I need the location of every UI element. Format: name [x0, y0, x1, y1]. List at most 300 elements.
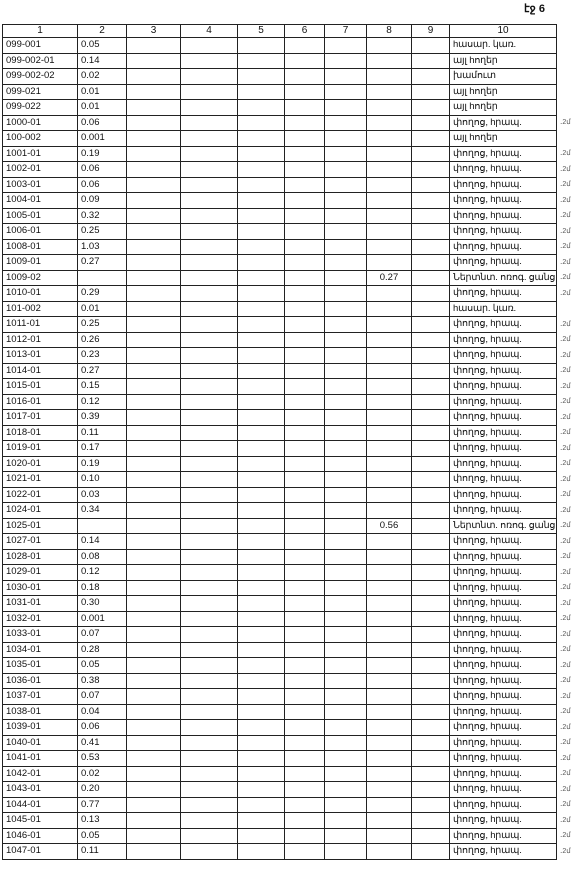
empty-cell: [181, 146, 238, 162]
table-row: [3, 348, 557, 364]
empty-cell: [127, 53, 181, 69]
empty-cell: [181, 53, 238, 69]
parcel-code-cell: 1039-01: [3, 720, 78, 736]
land-register-table: [2, 24, 557, 860]
area-cell: 0.001: [78, 611, 127, 627]
irrigation-area-cell: [367, 379, 412, 395]
empty-cell: [325, 627, 367, 643]
margin-mark: ․2մ: [560, 661, 571, 669]
land-type-cell: փողոց, hրապ.: [450, 797, 557, 813]
irrigation-area-cell: [367, 797, 412, 813]
empty-cell: [285, 255, 325, 271]
empty-cell: [127, 782, 181, 798]
table-row: [3, 565, 557, 581]
area-cell: 0.38: [78, 673, 127, 689]
irrigation-area-cell: [367, 751, 412, 767]
empty-cell: [181, 565, 238, 581]
table-row: [3, 735, 557, 751]
empty-cell: [238, 472, 285, 488]
irrigation-area-cell: [367, 766, 412, 782]
irrigation-area-cell: [367, 394, 412, 410]
irrigation-area-cell: [367, 549, 412, 565]
empty-cell: [325, 363, 367, 379]
empty-cell: [285, 472, 325, 488]
empty-cell: [325, 797, 367, 813]
empty-cell: [325, 53, 367, 69]
land-type-cell: փողոց, hրապ.: [450, 658, 557, 674]
area-cell: 0.13: [78, 813, 127, 829]
area-cell: 0.41: [78, 735, 127, 751]
table-row: [3, 131, 557, 147]
table-row: [3, 363, 557, 379]
empty-cell: [285, 239, 325, 255]
empty-cell: [127, 255, 181, 271]
land-type-cell: փողոց, hրապ.: [450, 611, 557, 627]
empty-cell: [412, 441, 450, 457]
table-row: [3, 813, 557, 829]
area-cell: 0.03: [78, 487, 127, 503]
parcel-code-cell: 099-021: [3, 84, 78, 100]
empty-cell: [127, 766, 181, 782]
empty-cell: [238, 69, 285, 85]
parcel-code-cell: 1015-01: [3, 379, 78, 395]
empty-cell: [412, 549, 450, 565]
empty-cell: [412, 766, 450, 782]
empty-cell: [127, 658, 181, 674]
empty-cell: [412, 115, 450, 131]
empty-cell: [127, 534, 181, 550]
table-row: [3, 317, 557, 333]
parcel-code-cell: 099-001: [3, 38, 78, 54]
empty-cell: [181, 828, 238, 844]
empty-cell: [238, 689, 285, 705]
empty-cell: [325, 38, 367, 54]
empty-cell: [181, 549, 238, 565]
margin-mark: ․2մ: [560, 739, 571, 746]
empty-cell: [238, 704, 285, 720]
margin-mark: ․2մ: [560, 770, 571, 777]
empty-cell: [325, 84, 367, 100]
page-number: էջ 6: [524, 3, 545, 15]
irrigation-area-cell: [367, 301, 412, 317]
margin-mark: ․2մ: [560, 630, 571, 638]
area-cell: 0.08: [78, 549, 127, 565]
empty-cell: [181, 534, 238, 550]
empty-cell: [285, 100, 325, 116]
table-row: [3, 720, 557, 736]
empty-cell: [412, 270, 450, 286]
margin-mark: ․2մ: [560, 413, 571, 421]
empty-cell: [325, 286, 367, 302]
parcel-code-cell: 1043-01: [3, 782, 78, 798]
table-row: [3, 69, 557, 85]
empty-cell: [127, 69, 181, 85]
table-row: [3, 472, 557, 488]
empty-cell: [412, 224, 450, 240]
land-type-cell: փողոց, hրապ.: [450, 828, 557, 844]
land-type-cell: փողոց, hրապ.: [450, 689, 557, 705]
parcel-code-cell: 1024-01: [3, 503, 78, 519]
empty-cell: [285, 394, 325, 410]
area-cell: 0.25: [78, 224, 127, 240]
area-cell: 0.12: [78, 394, 127, 410]
empty-cell: [412, 317, 450, 333]
empty-cell: [412, 534, 450, 550]
table-row: [3, 115, 557, 131]
irrigation-area-cell: 0.27: [367, 270, 412, 286]
area-cell: 0.09: [78, 193, 127, 209]
land-type-cell: փողոց, hրապ.: [450, 224, 557, 240]
empty-cell: [238, 301, 285, 317]
empty-cell: [181, 379, 238, 395]
empty-cell: [412, 565, 450, 581]
irrigation-area-cell: [367, 828, 412, 844]
table-row: [3, 38, 557, 54]
empty-cell: [285, 766, 325, 782]
empty-cell: [325, 751, 367, 767]
empty-cell: [127, 131, 181, 147]
table-row: [3, 534, 557, 550]
empty-cell: [412, 456, 450, 472]
empty-cell: [285, 844, 325, 860]
land-type-cell: այլ hողեր: [450, 53, 557, 69]
area-cell: 0.53: [78, 751, 127, 767]
land-type-cell: փողոց, hրապ.: [450, 286, 557, 302]
empty-cell: [127, 332, 181, 348]
irrigation-area-cell: [367, 100, 412, 116]
empty-cell: [412, 69, 450, 85]
empty-cell: [238, 379, 285, 395]
land-type-cell: փողոց, hրապ.: [450, 534, 557, 550]
empty-cell: [285, 38, 325, 54]
empty-cell: [412, 658, 450, 674]
empty-cell: [412, 611, 450, 627]
empty-cell: [127, 270, 181, 286]
empty-cell: [181, 720, 238, 736]
land-type-cell: փողոց, hրապ.: [450, 627, 557, 643]
empty-cell: [127, 317, 181, 333]
empty-cell: [412, 301, 450, 317]
empty-cell: [238, 596, 285, 612]
land-type-cell: փողոց, hրապ.: [450, 844, 557, 860]
area-cell: [78, 518, 127, 534]
empty-cell: [285, 177, 325, 193]
irrigation-area-cell: [367, 596, 412, 612]
parcel-code-cell: 1009-02: [3, 270, 78, 286]
margin-mark: ․2մ: [560, 708, 571, 715]
margin-mark: ․2մ: [560, 692, 571, 700]
empty-cell: [325, 379, 367, 395]
margin-mark: ․2մ: [560, 475, 571, 483]
table-row: [3, 270, 557, 286]
parcel-code-cell: 1018-01: [3, 425, 78, 441]
table-row: [3, 177, 557, 193]
empty-cell: [238, 38, 285, 54]
empty-cell: [238, 813, 285, 829]
area-cell: 0.18: [78, 580, 127, 596]
table-row: [3, 394, 557, 410]
empty-cell: [127, 828, 181, 844]
irrigation-area-cell: [367, 38, 412, 54]
table-row: [3, 146, 557, 162]
table-row: [3, 782, 557, 798]
empty-cell: [127, 844, 181, 860]
empty-cell: [238, 146, 285, 162]
margin-mark: ․2մ: [560, 382, 571, 390]
empty-cell: [412, 844, 450, 860]
land-type-cell: Ներտնտ. ոռոգ. ցանց: [450, 270, 557, 286]
empty-cell: [285, 735, 325, 751]
empty-cell: [412, 720, 450, 736]
empty-cell: [238, 162, 285, 178]
irrigation-area-cell: [367, 425, 412, 441]
table-body: [3, 38, 557, 860]
irrigation-area-cell: [367, 410, 412, 426]
land-type-cell: փողոց, hրապ.: [450, 503, 557, 519]
empty-cell: [325, 425, 367, 441]
empty-cell: [238, 580, 285, 596]
empty-cell: [181, 611, 238, 627]
empty-cell: [325, 487, 367, 503]
empty-cell: [325, 828, 367, 844]
empty-cell: [325, 596, 367, 612]
parcel-code-cell: 1042-01: [3, 766, 78, 782]
empty-cell: [238, 766, 285, 782]
empty-cell: [127, 162, 181, 178]
empty-cell: [325, 317, 367, 333]
empty-cell: [127, 627, 181, 643]
empty-cell: [412, 348, 450, 364]
margin-mark: ․2մ: [560, 227, 571, 235]
irrigation-area-cell: [367, 162, 412, 178]
empty-cell: [238, 363, 285, 379]
parcel-code-cell: 1006-01: [3, 224, 78, 240]
empty-cell: [325, 348, 367, 364]
margin-mark: ․2մ: [560, 165, 571, 173]
empty-cell: [238, 100, 285, 116]
irrigation-area-cell: [367, 131, 412, 147]
land-type-cell: փողոց, hրապ.: [450, 751, 557, 767]
empty-cell: [238, 348, 285, 364]
empty-cell: [238, 456, 285, 472]
empty-cell: [412, 286, 450, 302]
land-type-cell: փողոց, hրապ.: [450, 425, 557, 441]
area-cell: 0.07: [78, 627, 127, 643]
empty-cell: [412, 131, 450, 147]
empty-cell: [127, 580, 181, 596]
empty-cell: [285, 332, 325, 348]
irrigation-area-cell: [367, 53, 412, 69]
irrigation-area-cell: [367, 286, 412, 302]
area-cell: 0.17: [78, 441, 127, 457]
area-cell: 0.19: [78, 146, 127, 162]
irrigation-area-cell: [367, 208, 412, 224]
irrigation-area-cell: [367, 534, 412, 550]
parcel-code-cell: 101-002: [3, 301, 78, 317]
empty-cell: [285, 549, 325, 565]
irrigation-area-cell: [367, 487, 412, 503]
parcel-code-cell: 1017-01: [3, 410, 78, 426]
empty-cell: [127, 549, 181, 565]
empty-cell: [285, 69, 325, 85]
empty-cell: [238, 534, 285, 550]
empty-cell: [181, 580, 238, 596]
area-cell: 0.14: [78, 53, 127, 69]
table-row: [3, 100, 557, 116]
empty-cell: [238, 549, 285, 565]
parcel-code-cell: 1033-01: [3, 627, 78, 643]
empty-cell: [127, 797, 181, 813]
area-cell: 0.02: [78, 69, 127, 85]
empty-cell: [181, 115, 238, 131]
empty-cell: [325, 239, 367, 255]
empty-cell: [238, 751, 285, 767]
irrigation-area-cell: [367, 332, 412, 348]
land-type-cell: փողոց, hրապ.: [450, 177, 557, 193]
land-type-cell: փողոց, hրապ.: [450, 410, 557, 426]
table-row: [3, 332, 557, 348]
irrigation-area-cell: [367, 115, 412, 131]
irrigation-area-cell: [367, 472, 412, 488]
empty-cell: [412, 146, 450, 162]
empty-cell: [412, 53, 450, 69]
irrigation-area-cell: [367, 720, 412, 736]
empty-cell: [181, 518, 238, 534]
empty-cell: [285, 642, 325, 658]
irrigation-area-cell: [367, 317, 412, 333]
empty-cell: [412, 580, 450, 596]
empty-cell: [325, 534, 367, 550]
empty-cell: [181, 84, 238, 100]
empty-cell: [412, 828, 450, 844]
empty-cell: [181, 673, 238, 689]
parcel-code-cell: 099-002-01: [3, 53, 78, 69]
land-type-cell: փողոց, hրապ.: [450, 580, 557, 596]
empty-cell: [285, 348, 325, 364]
empty-cell: [325, 658, 367, 674]
margin-mark: ․2մ: [560, 336, 571, 343]
area-cell: 0.14: [78, 534, 127, 550]
table-row: [3, 286, 557, 302]
table-row: [3, 162, 557, 178]
parcel-code-cell: 1044-01: [3, 797, 78, 813]
land-type-cell: փողոց, hրապ.: [450, 472, 557, 488]
irrigation-area-cell: [367, 441, 412, 457]
empty-cell: [285, 673, 325, 689]
empty-cell: [412, 813, 450, 829]
empty-cell: [238, 239, 285, 255]
parcel-code-cell: 1027-01: [3, 534, 78, 550]
margin-mark: ․2մ: [560, 150, 571, 157]
empty-cell: [412, 425, 450, 441]
land-type-cell: այլ hողեր: [450, 100, 557, 116]
table-row: [3, 301, 557, 317]
table-row: [3, 518, 557, 534]
empty-cell: [238, 84, 285, 100]
margin-mark: ․2մ: [560, 568, 571, 576]
empty-cell: [181, 131, 238, 147]
land-type-cell: խամուտ: [450, 69, 557, 85]
area-cell: 0.12: [78, 565, 127, 581]
land-type-cell: փողոց, hրապ.: [450, 239, 557, 255]
empty-cell: [325, 332, 367, 348]
empty-cell: [127, 301, 181, 317]
area-cell: 0.01: [78, 84, 127, 100]
empty-cell: [238, 503, 285, 519]
empty-cell: [181, 627, 238, 643]
empty-cell: [412, 410, 450, 426]
irrigation-area-cell: [367, 177, 412, 193]
margin-mark: ․2մ: [560, 677, 571, 684]
empty-cell: [181, 642, 238, 658]
empty-cell: [325, 208, 367, 224]
empty-cell: [181, 503, 238, 519]
empty-cell: [285, 596, 325, 612]
empty-cell: [412, 673, 450, 689]
margin-mark: ․2մ: [560, 754, 571, 762]
empty-cell: [325, 611, 367, 627]
empty-cell: [285, 813, 325, 829]
empty-cell: [181, 270, 238, 286]
table-row: [3, 658, 557, 674]
area-cell: 0.27: [78, 363, 127, 379]
empty-cell: [285, 689, 325, 705]
empty-cell: [325, 131, 367, 147]
empty-cell: [127, 410, 181, 426]
empty-cell: [127, 115, 181, 131]
empty-cell: [127, 425, 181, 441]
column-header-8: 8: [367, 25, 412, 38]
table-row: [3, 627, 557, 643]
land-type-cell: փողոց, hրապ.: [450, 704, 557, 720]
margin-mark: ․2մ: [560, 816, 571, 824]
empty-cell: [285, 286, 325, 302]
empty-cell: [127, 596, 181, 612]
empty-cell: [127, 208, 181, 224]
area-cell: 0.01: [78, 301, 127, 317]
empty-cell: [127, 472, 181, 488]
area-cell: 0.28: [78, 642, 127, 658]
empty-cell: [238, 131, 285, 147]
empty-cell: [412, 332, 450, 348]
empty-cell: [127, 394, 181, 410]
margin-mark: ․2մ: [560, 181, 571, 188]
parcel-code-cell: 100-002: [3, 131, 78, 147]
margin-mark: ․2մ: [560, 258, 571, 266]
empty-cell: [285, 301, 325, 317]
empty-cell: [181, 38, 238, 54]
margin-mark: ․2մ: [560, 537, 571, 545]
empty-cell: [238, 53, 285, 69]
land-type-cell: փողոց, hրապ.: [450, 782, 557, 798]
empty-cell: [127, 224, 181, 240]
empty-cell: [412, 642, 450, 658]
area-cell: 0.05: [78, 38, 127, 54]
empty-cell: [181, 472, 238, 488]
land-type-cell: Ներտնտ. ոռոգ. ցանց: [450, 518, 557, 534]
margin-mark: ․2մ: [560, 584, 571, 591]
parcel-code-cell: 1005-01: [3, 208, 78, 224]
empty-cell: [127, 348, 181, 364]
empty-cell: [285, 115, 325, 131]
parcel-code-cell: 1025-01: [3, 518, 78, 534]
table-row: [3, 239, 557, 255]
empty-cell: [285, 425, 325, 441]
empty-cell: [127, 565, 181, 581]
empty-cell: [127, 720, 181, 736]
empty-cell: [238, 177, 285, 193]
empty-cell: [238, 332, 285, 348]
